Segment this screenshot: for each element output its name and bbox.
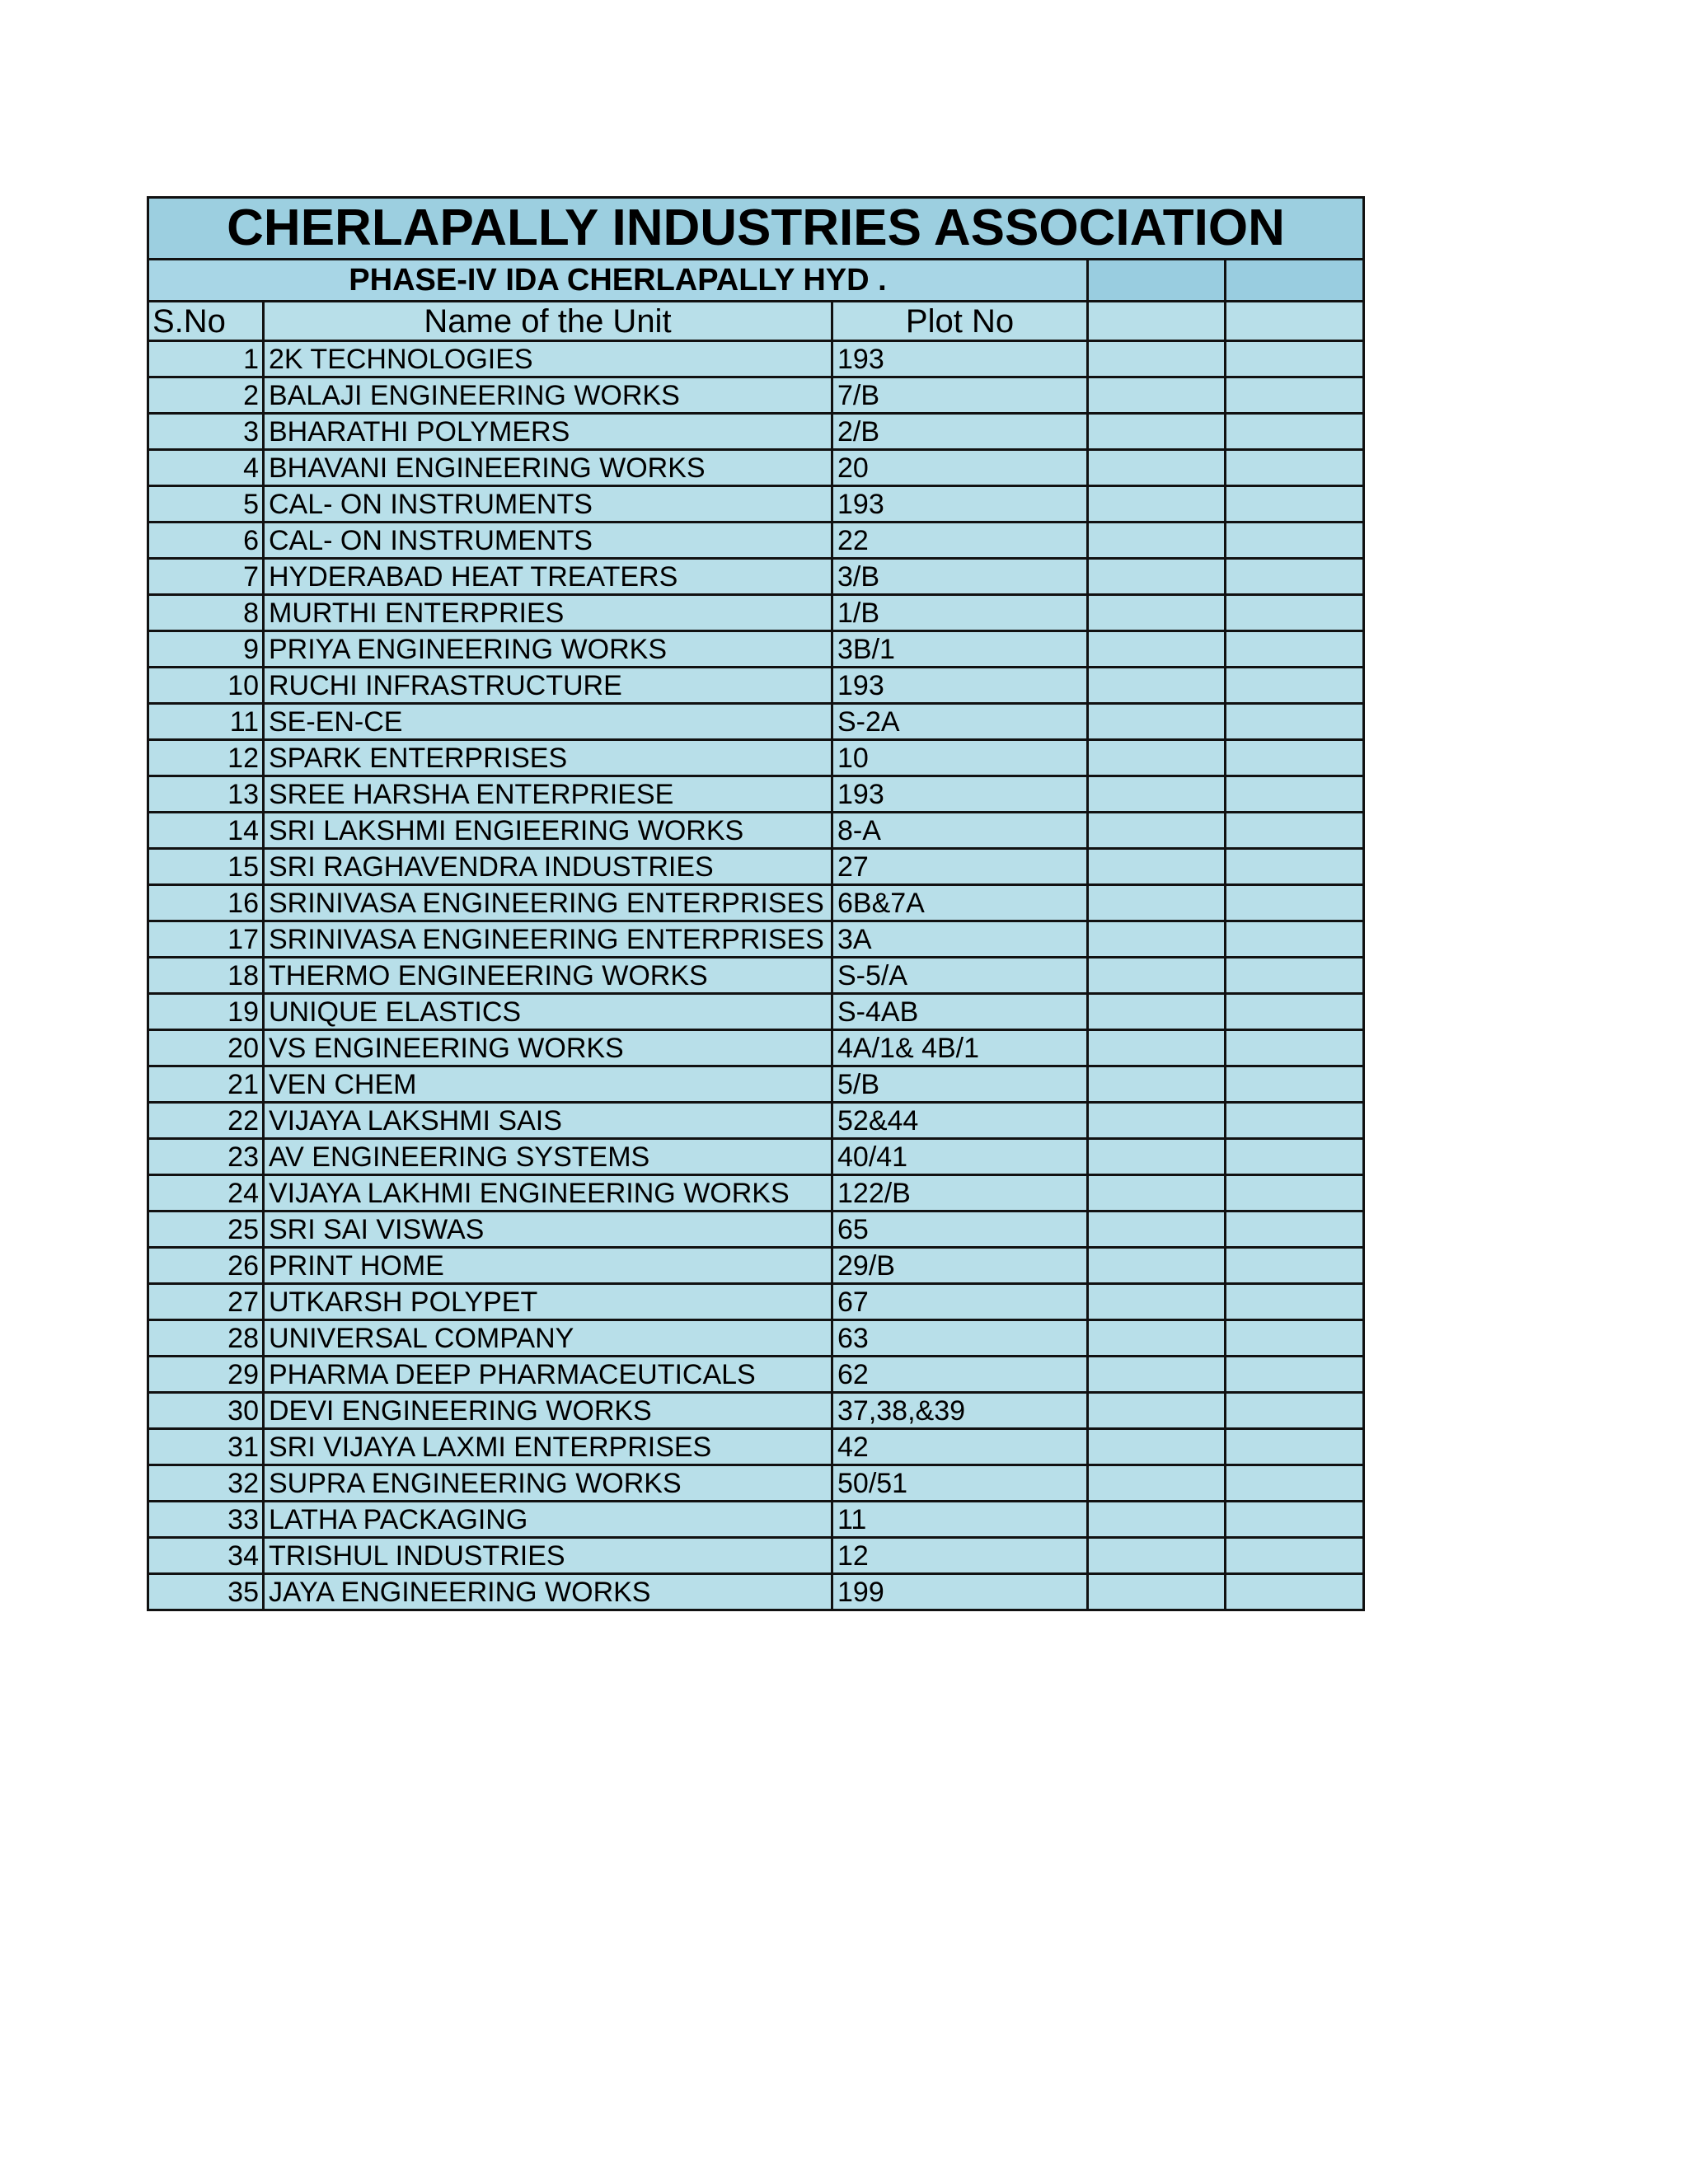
cell-unit-name: PRINT HOME <box>264 1248 832 1284</box>
cell-plot-no: 193 <box>832 486 1088 523</box>
table-row <box>148 377 1364 414</box>
cell-unit-name: CAL- ON INSTRUMENTS <box>264 523 832 559</box>
cell-blank <box>1226 1357 1364 1393</box>
cell-plot-no: S-5/A <box>832 958 1088 994</box>
table-row <box>148 1066 1364 1103</box>
cell-unit-name: JAYA ENGINEERING WORKS <box>264 1574 832 1610</box>
cell-blank <box>1088 1175 1226 1212</box>
cell-plot-no: 193 <box>832 341 1088 377</box>
cell-plot-no: 12 <box>832 1538 1088 1574</box>
cell-plot-no: 20 <box>832 450 1088 486</box>
cell-unit-name: BHARATHI POLYMERS <box>264 414 832 450</box>
table-row <box>148 341 1364 377</box>
table-row <box>148 1465 1364 1502</box>
cell-plot-no: 193 <box>832 776 1088 813</box>
cell-sno: 9 <box>148 631 264 668</box>
cell-unit-name: BALAJI ENGINEERING WORKS <box>264 377 832 414</box>
cell-unit-name: SRINIVASA ENGINEERING ENTERPRISES <box>264 885 832 921</box>
cell-plot-no: 193 <box>832 668 1088 704</box>
cell-unit-name: DEVI ENGINEERING WORKS <box>264 1393 832 1429</box>
cell-unit-name: HYDERABAD HEAT TREATERS <box>264 559 832 595</box>
table-row <box>148 885 1364 921</box>
table-row <box>148 1357 1364 1393</box>
cell-plot-no: 199 <box>832 1574 1088 1610</box>
cell-unit-name: UNIQUE ELASTICS <box>264 994 832 1030</box>
cell-plot-no: 67 <box>832 1284 1088 1320</box>
cell-blank <box>1226 1139 1364 1175</box>
cell-sno: 8 <box>148 595 264 631</box>
table-row <box>148 1429 1364 1465</box>
cell-unit-name: BHAVANI ENGINEERING WORKS <box>264 450 832 486</box>
cell-sno: 35 <box>148 1574 264 1610</box>
table-row <box>148 631 1364 668</box>
cell-sno: 5 <box>148 486 264 523</box>
cell-unit-name: SPARK ENTERPRISES <box>264 740 832 776</box>
cell-blank <box>1226 377 1364 414</box>
cell-sno: 15 <box>148 849 264 885</box>
cell-sno: 20 <box>148 1030 264 1066</box>
cell-blank <box>1088 1320 1226 1357</box>
cell-blank <box>1226 849 1364 885</box>
cell-blank <box>1088 1248 1226 1284</box>
cell-blank <box>1226 994 1364 1030</box>
cell-unit-name: SRINIVASA ENGINEERING ENTERPRISES <box>264 921 832 958</box>
cell-plot-no: 11 <box>832 1502 1088 1538</box>
cell-blank <box>1226 1393 1364 1429</box>
cell-blank <box>1088 776 1226 813</box>
cell-blank <box>1088 1103 1226 1139</box>
cell-sno: 13 <box>148 776 264 813</box>
cell-blank <box>1088 813 1226 849</box>
cell-plot-no: 122/B <box>832 1175 1088 1212</box>
cell-unit-name: VS ENGINEERING WORKS <box>264 1030 832 1066</box>
cell-plot-no: 42 <box>832 1429 1088 1465</box>
cell-blank <box>1088 1030 1226 1066</box>
table-row <box>148 1320 1364 1357</box>
cell-blank <box>1088 921 1226 958</box>
subtitle-row <box>148 260 1364 302</box>
cell-blank <box>1226 1212 1364 1248</box>
cell-blank <box>1088 740 1226 776</box>
cell-unit-name: SRI SAI VISWAS <box>264 1212 832 1248</box>
cell-plot-no: 29/B <box>832 1248 1088 1284</box>
cell-unit-name: SE-EN-CE <box>264 704 832 740</box>
cell-blank <box>1226 450 1364 486</box>
cell-unit-name: PHARMA DEEP PHARMACEUTICALS <box>264 1357 832 1393</box>
cell-blank <box>1226 1538 1364 1574</box>
cell-sno: 33 <box>148 1502 264 1538</box>
cell-blank <box>1088 1284 1226 1320</box>
cell-unit-name: VIJAYA LAKSHMI SAIS <box>264 1103 832 1139</box>
table-row <box>148 776 1364 813</box>
cell-plot-no: 4A/1& 4B/1 <box>832 1030 1088 1066</box>
table-row <box>148 1139 1364 1175</box>
cell-blank <box>1088 631 1226 668</box>
blank-cell <box>1226 260 1364 302</box>
cell-sno: 14 <box>148 813 264 849</box>
cell-sno: 4 <box>148 450 264 486</box>
cell-blank <box>1088 559 1226 595</box>
cell-plot-no: S-2A <box>832 704 1088 740</box>
cell-blank <box>1226 813 1364 849</box>
cell-plot-no: 52&44 <box>832 1103 1088 1139</box>
table-row <box>148 994 1364 1030</box>
cell-unit-name: 2K TECHNOLOGIES <box>264 341 832 377</box>
cell-plot-no: 63 <box>832 1320 1088 1357</box>
cell-blank <box>1088 1357 1226 1393</box>
cell-unit-name: RUCHI INFRASTRUCTURE <box>264 668 832 704</box>
table-row <box>148 595 1364 631</box>
cell-unit-name: AV ENGINEERING SYSTEMS <box>264 1139 832 1175</box>
title-row <box>148 198 1364 260</box>
table-row <box>148 1030 1364 1066</box>
column-header-name: Name of the Unit <box>264 302 832 341</box>
cell-plot-no: 5/B <box>832 1066 1088 1103</box>
cell-blank <box>1088 523 1226 559</box>
cell-plot-no: 10 <box>832 740 1088 776</box>
table-row <box>148 813 1364 849</box>
cell-plot-no: 37,38,&39 <box>832 1393 1088 1429</box>
cell-sno: 21 <box>148 1066 264 1103</box>
cell-blank <box>1226 921 1364 958</box>
cell-blank <box>1226 1320 1364 1357</box>
table-row <box>148 1574 1364 1610</box>
cell-sno: 6 <box>148 523 264 559</box>
table-row <box>148 704 1364 740</box>
cell-unit-name: THERMO ENGINEERING WORKS <box>264 958 832 994</box>
cell-blank <box>1088 1538 1226 1574</box>
cell-plot-no: 1/B <box>832 595 1088 631</box>
cell-blank <box>1088 341 1226 377</box>
cell-blank <box>1226 1502 1364 1538</box>
table-row <box>148 849 1364 885</box>
blank-cell <box>1088 260 1226 302</box>
cell-plot-no: 22 <box>832 523 1088 559</box>
cell-plot-no: S-4AB <box>832 994 1088 1030</box>
cell-blank <box>1226 1066 1364 1103</box>
cell-unit-name: CAL- ON INSTRUMENTS <box>264 486 832 523</box>
cell-plot-no: 3A <box>832 921 1088 958</box>
cell-blank <box>1226 1103 1364 1139</box>
cell-blank <box>1088 958 1226 994</box>
cell-blank <box>1226 704 1364 740</box>
cell-blank <box>1226 523 1364 559</box>
cell-unit-name: SUPRA ENGINEERING WORKS <box>264 1465 832 1502</box>
cell-unit-name: SREE HARSHA ENTERPRIESE <box>264 776 832 813</box>
table-row <box>148 414 1364 450</box>
cell-sno: 34 <box>148 1538 264 1574</box>
table-row <box>148 1248 1364 1284</box>
cell-unit-name: SRI VIJAYA LAXMI ENTERPRISES <box>264 1429 832 1465</box>
cell-blank <box>1226 595 1364 631</box>
cell-unit-name: UNIVERSAL COMPANY <box>264 1320 832 1357</box>
cell-sno: 16 <box>148 885 264 921</box>
cell-sno: 12 <box>148 740 264 776</box>
cell-blank <box>1088 1139 1226 1175</box>
cell-blank <box>1226 631 1364 668</box>
cell-blank <box>1088 414 1226 450</box>
cell-blank <box>1226 776 1364 813</box>
cell-sno: 19 <box>148 994 264 1030</box>
cell-unit-name: SRI LAKSHMI ENGIEERING WORKS <box>264 813 832 849</box>
cell-blank <box>1088 704 1226 740</box>
column-header-plot: Plot No <box>832 302 1088 341</box>
cell-plot-no: 6B&7A <box>832 885 1088 921</box>
cell-sno: 17 <box>148 921 264 958</box>
cell-blank <box>1226 341 1364 377</box>
table-row <box>148 1502 1364 1538</box>
cell-sno: 1 <box>148 341 264 377</box>
cell-sno: 3 <box>148 414 264 450</box>
cell-sno: 25 <box>148 1212 264 1248</box>
table-row <box>148 958 1364 994</box>
cell-plot-no: 7/B <box>832 377 1088 414</box>
cell-unit-name: TRISHUL INDUSTRIES <box>264 1538 832 1574</box>
cell-plot-no: 3B/1 <box>832 631 1088 668</box>
cell-sno: 7 <box>148 559 264 595</box>
cell-plot-no: 62 <box>832 1357 1088 1393</box>
column-header-sno: S.No <box>148 302 264 341</box>
table-row <box>148 450 1364 486</box>
cell-blank <box>1226 559 1364 595</box>
cell-unit-name: LATHA PACKAGING <box>264 1502 832 1538</box>
cell-plot-no: 27 <box>832 849 1088 885</box>
table-row <box>148 559 1364 595</box>
table-row <box>148 1284 1364 1320</box>
cell-blank <box>1088 994 1226 1030</box>
cell-blank <box>1088 1502 1226 1538</box>
cell-blank <box>1226 486 1364 523</box>
cell-unit-name: PRIYA ENGINEERING WORKS <box>264 631 832 668</box>
cell-unit-name: MURTHI ENTERPRIES <box>264 595 832 631</box>
cell-blank <box>1226 414 1364 450</box>
cell-blank <box>1226 740 1364 776</box>
column-header-blank <box>1226 302 1364 341</box>
cell-blank <box>1088 1465 1226 1502</box>
cell-sno: 31 <box>148 1429 264 1465</box>
cell-sno: 29 <box>148 1357 264 1393</box>
cell-blank <box>1226 885 1364 921</box>
cell-blank <box>1226 1030 1364 1066</box>
cell-sno: 28 <box>148 1320 264 1357</box>
cell-sno: 30 <box>148 1393 264 1429</box>
table-row <box>148 668 1364 704</box>
cell-blank <box>1088 1066 1226 1103</box>
cell-blank <box>1226 1175 1364 1212</box>
cell-plot-no: 50/51 <box>832 1465 1088 1502</box>
table-row <box>148 740 1364 776</box>
cell-blank <box>1226 1248 1364 1284</box>
cell-plot-no: 8-A <box>832 813 1088 849</box>
cell-blank <box>1226 1284 1364 1320</box>
cell-sno: 32 <box>148 1465 264 1502</box>
cell-sno: 10 <box>148 668 264 704</box>
table-row <box>148 1212 1364 1248</box>
cell-blank <box>1088 1429 1226 1465</box>
cell-unit-name: SRI RAGHAVENDRA INDUSTRIES <box>264 849 832 885</box>
page-subtitle: PHASE-IV IDA CHERLAPALLY HYD . <box>148 260 1088 302</box>
cell-plot-no: 3/B <box>832 559 1088 595</box>
cell-sno: 24 <box>148 1175 264 1212</box>
member-units-table <box>147 196 1365 1611</box>
cell-blank <box>1088 595 1226 631</box>
page-title: CHERLAPALLY INDUSTRIES ASSOCIATION <box>148 198 1364 260</box>
table-row <box>148 523 1364 559</box>
column-header-blank <box>1088 302 1226 341</box>
cell-sno: 23 <box>148 1139 264 1175</box>
table-row <box>148 1103 1364 1139</box>
cell-blank <box>1226 1429 1364 1465</box>
cell-sno: 2 <box>148 377 264 414</box>
cell-blank <box>1226 1574 1364 1610</box>
table-row <box>148 1393 1364 1429</box>
cell-blank <box>1088 849 1226 885</box>
cell-blank <box>1088 377 1226 414</box>
cell-sno: 11 <box>148 704 264 740</box>
cell-blank <box>1088 885 1226 921</box>
cell-unit-name: UTKARSH POLYPET <box>264 1284 832 1320</box>
cell-sno: 22 <box>148 1103 264 1139</box>
cell-unit-name: VIJAYA LAKHMI ENGINEERING WORKS <box>264 1175 832 1212</box>
cell-blank <box>1088 486 1226 523</box>
table-row <box>148 486 1364 523</box>
cell-sno: 18 <box>148 958 264 994</box>
table-row <box>148 1175 1364 1212</box>
table-row <box>148 1538 1364 1574</box>
header-row <box>148 302 1364 341</box>
cell-sno: 27 <box>148 1284 264 1320</box>
cell-blank <box>1088 1574 1226 1610</box>
cell-blank <box>1088 1212 1226 1248</box>
table-row <box>148 921 1364 958</box>
cell-blank <box>1226 668 1364 704</box>
cell-blank <box>1226 1465 1364 1502</box>
cell-blank <box>1226 958 1364 994</box>
cell-sno: 26 <box>148 1248 264 1284</box>
table-body <box>148 198 1364 1610</box>
cell-blank <box>1088 450 1226 486</box>
cell-plot-no: 65 <box>832 1212 1088 1248</box>
cell-unit-name: VEN CHEM <box>264 1066 832 1103</box>
cell-blank <box>1088 668 1226 704</box>
cell-blank <box>1088 1393 1226 1429</box>
cell-plot-no: 2/B <box>832 414 1088 450</box>
cell-plot-no: 40/41 <box>832 1139 1088 1175</box>
